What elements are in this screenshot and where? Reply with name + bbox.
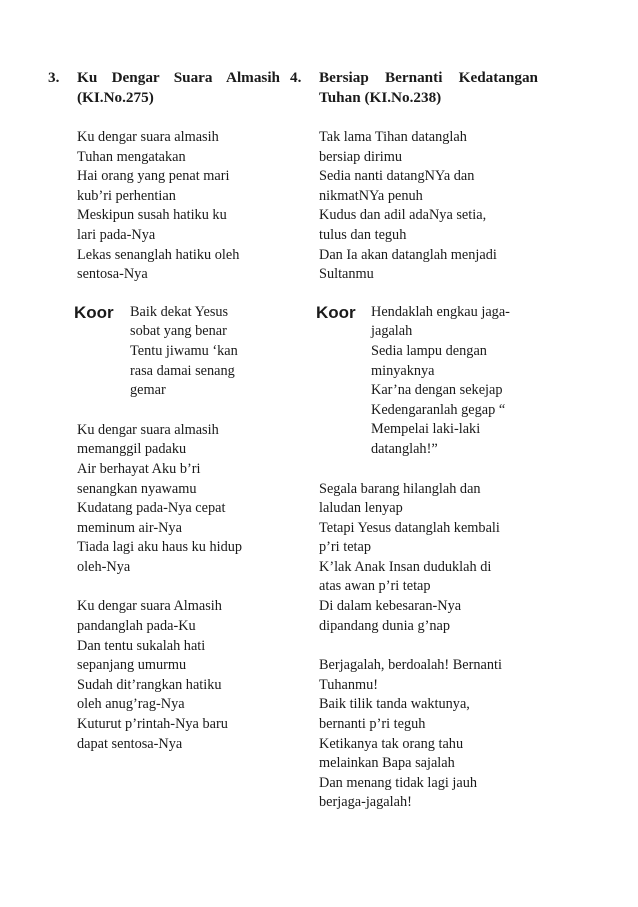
- verse-line: Kuturut p’rintah-Nya baru: [77, 716, 228, 733]
- verse-line: Tuhan mengatakan: [77, 148, 186, 165]
- verse-line: Dan menang tidak lagi jauh: [319, 774, 478, 791]
- chorus: [74, 303, 280, 401]
- verse-line: bersiap dirimu: [319, 148, 402, 165]
- verse-line: Dan Ia akan datanglah menjadi: [319, 246, 497, 263]
- chorus-line: Baik dekat Yesus: [130, 303, 229, 320]
- verse-line: Hai orang yang penat mari: [77, 168, 230, 185]
- verse-line: Dan tentu sukalah hati: [77, 637, 206, 654]
- verse-2: [77, 421, 280, 578]
- verse-line: K’lak Anak Insan duduklah di: [319, 558, 492, 575]
- hymn-reference: Tuhan (KI.No.238): [319, 89, 442, 106]
- verse-line: Lekas senanglah hatiku oleh: [77, 246, 240, 263]
- verse-line: dipandang dunia g’nap: [319, 617, 451, 634]
- verse-line: meminum air-Nya: [77, 519, 182, 536]
- verse-line: Tiada lagi aku haus ku hidup: [77, 539, 243, 556]
- chorus: [316, 303, 538, 460]
- chorus-line: rasa damai senang: [130, 362, 235, 379]
- verse-line: atas awan p’ri tetap: [319, 578, 431, 595]
- verse-line: Sudah dit’rangkan hatiku: [77, 676, 222, 693]
- verse-line: Di dalam kebesaran-Nya: [319, 598, 462, 615]
- hymn-3-column: [48, 68, 280, 754]
- verse-line: Tuhanmu!: [319, 676, 379, 693]
- hymn-title: Ku Dengar Suara Almasih: [77, 69, 280, 86]
- verse-line: kub’ri perhentian: [77, 187, 176, 204]
- verse-2: [319, 480, 538, 637]
- chorus-line: jagalah: [371, 323, 413, 340]
- chorus-line: Kar’na dengan sekejap: [371, 382, 503, 399]
- verse-3: [319, 656, 538, 813]
- verse-line: Air berhayat Aku b’ri: [77, 460, 201, 477]
- chorus-label: Koor: [316, 302, 356, 322]
- verse-1: [77, 128, 280, 285]
- verse-line: Ketikanya tak orang tahu: [319, 735, 464, 752]
- chorus-line: Kedengaranlah gegap “: [371, 401, 506, 418]
- verse-line: nikmatNYa penuh: [319, 187, 423, 204]
- verse-line: Segala barang hilanglah dan: [319, 480, 481, 497]
- verse-line: Meskipun susah hatiku ku: [77, 207, 227, 224]
- verse-line: tulus dan teguh: [319, 226, 407, 243]
- verse-1: [319, 128, 538, 285]
- chorus-line: Hendaklah engkau jaga-: [371, 303, 510, 320]
- verse-line: Tetapi Yesus datanglah kembali: [319, 519, 500, 536]
- verse-line: Baik tilik tanda waktunya,: [319, 696, 470, 713]
- verse-line: bernanti p’ri teguh: [319, 716, 426, 733]
- hymn-3-title: [48, 68, 280, 108]
- chorus-line: datanglah!”: [371, 440, 438, 457]
- chorus-line: Mempelai laki-laki: [371, 421, 481, 438]
- verse-line: oleh anug’rag-Nya: [77, 696, 185, 713]
- verse-line: pandanglah pada-Ku: [77, 618, 196, 635]
- verse-line: lari pada-Nya: [77, 226, 156, 243]
- verse-line: dapat sentosa-Nya: [77, 735, 183, 752]
- verse-line: oleh-Nya: [77, 558, 131, 575]
- chorus-line: gemar: [130, 382, 166, 399]
- verse-line: laludan lenyap: [319, 500, 403, 517]
- verse-line: Berjagalah, berdoalah! Bernanti: [319, 657, 502, 674]
- verse-line: Sedia nanti datangNYa dan: [319, 168, 475, 185]
- verse-line: berjaga-jagalah!: [319, 794, 412, 811]
- verse-line: sentosa-Nya: [77, 266, 148, 283]
- hymn-reference: (KI.No.275): [77, 89, 154, 106]
- hymn-title: Bersiap Bernanti Kedatangan: [319, 69, 538, 86]
- verse-line: sepanjang umurmu: [77, 657, 187, 674]
- verse-line: Ku dengar suara almasih: [77, 421, 219, 438]
- verse-line: Sultanmu: [319, 266, 374, 283]
- verse-line: Ku dengar suara almasih: [77, 129, 219, 145]
- hymn-4-column: [290, 68, 538, 813]
- chorus-label: Koor: [74, 302, 114, 322]
- hymn-number: 3.: [48, 69, 60, 86]
- verse-line: memanggil padaku: [77, 441, 187, 458]
- hymn-4-title: [290, 68, 538, 108]
- verse-line: senangkan nyawamu: [77, 480, 197, 497]
- chorus-line: Tentu jiwamu ‘kan: [130, 342, 238, 359]
- verse-line: melainkan Bapa sajalah: [319, 755, 455, 772]
- chorus-line: Sedia lampu dengan: [371, 342, 487, 359]
- verse-line: Kudatang pada-Nya cepat: [77, 500, 226, 517]
- verse-line: p’ri tetap: [319, 539, 372, 556]
- verse-line: Ku dengar suara Almasih: [77, 598, 222, 615]
- verse-line: Kudus dan adil adaNya setia,: [319, 207, 487, 224]
- verse-3: [77, 597, 280, 754]
- chorus-line: minyaknya: [371, 362, 435, 379]
- verse-line: Tak lama Tihan datanglah: [319, 129, 467, 145]
- hymn-number: 4.: [290, 69, 302, 86]
- chorus-line: sobat yang benar: [130, 323, 227, 340]
